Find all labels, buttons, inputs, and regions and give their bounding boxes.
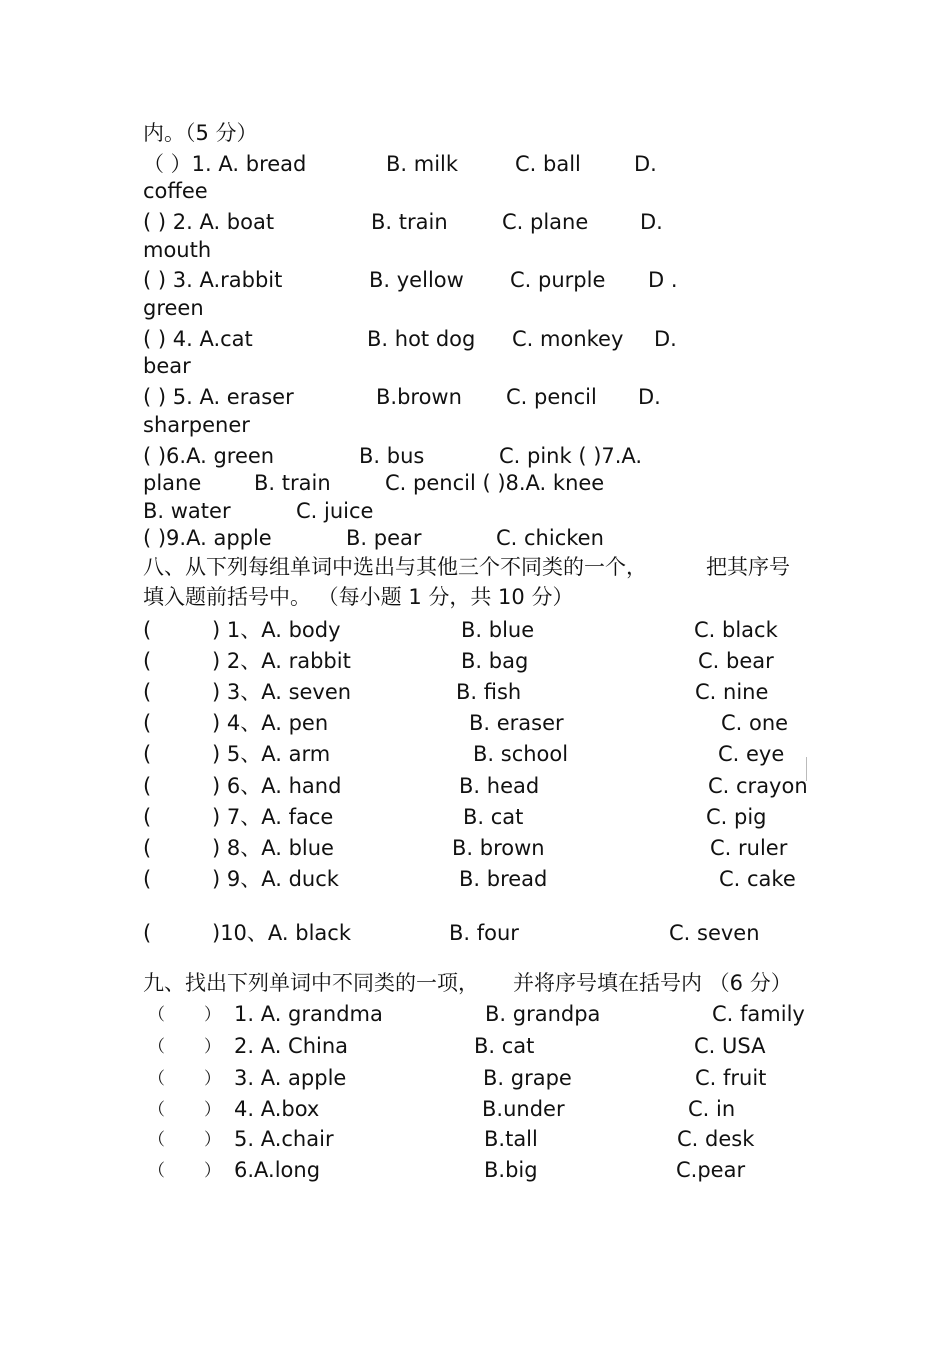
q8-2-b: B. bag [461, 649, 529, 673]
q8-5-b: B. school [473, 742, 569, 766]
q7-run4-c: C. chicken [496, 526, 604, 550]
q7-5-c: C. pencil [506, 385, 597, 409]
q9-3-c: C. fruit [695, 1066, 767, 1090]
q8-8-b: B. brown [452, 836, 545, 860]
q8-6-b: B. head [459, 774, 540, 798]
q8-10-c: C. seven [669, 921, 760, 945]
q9-6-rparen: ） [204, 1161, 221, 1181]
q9-3-rparen: ） [204, 1069, 221, 1089]
q8-10-b: B. four [449, 921, 519, 945]
q7-4-c: C. monkey [512, 327, 624, 351]
q7-1-d: D. [634, 152, 657, 176]
section8-title-part1: 八、从下列每组单词中选出与其他三个不同类的一个， [143, 555, 647, 579]
q9-5-a: 5. A.chair [234, 1127, 334, 1151]
q8-1-a: ) 1、A. body [212, 618, 341, 642]
q9-6-b: B.big [484, 1158, 538, 1182]
q7-2-c: C. plane [502, 210, 589, 234]
q7-run1-a: ( )6.A. green [143, 444, 275, 468]
q7-3-d: D . [648, 268, 678, 292]
q7-2-cont: mouth [143, 238, 212, 262]
q9-1-b: B. grandpa [485, 1002, 601, 1026]
q9-3-a: 3. A. apple [234, 1066, 347, 1090]
q8-1-b: B. blue [461, 618, 535, 642]
q8-5-a: ) 5、A. arm [212, 742, 331, 766]
q9-1-a: 1. A. grandma [234, 1002, 383, 1026]
q7-1-c: C. ball [515, 152, 581, 176]
q9-2-lparen: （ [148, 1037, 165, 1057]
q8-7-b: B. cat [463, 805, 524, 829]
q8-4-a: ) 4、A. pen [212, 711, 329, 735]
section9-title-part2: 并将序号填在括号内 （6 分） [513, 971, 792, 995]
q8-9-a: ) 9、A. duck [212, 867, 339, 891]
section8-title-part3: 填入题前括号中。 （每小题 1 分，共 10 分） [143, 585, 574, 609]
q8-3-c: C. nine [695, 680, 769, 704]
q7-5-d: D. [638, 385, 661, 409]
q7-4-a: ( ) 4. A.cat [143, 327, 253, 351]
q7-1-b: B. milk [386, 152, 459, 176]
q7-run4-b: B. pear [346, 526, 422, 550]
q8-1-c: C. black [694, 618, 778, 642]
q8-2-c: C. bear [698, 649, 774, 673]
section-intro-tail: 内。（5 分） [143, 121, 258, 145]
q7-run2-c: C. pencil ( )8.A. knee [385, 471, 605, 495]
q9-2-a: 2. A. China [234, 1034, 349, 1058]
q9-6-c: C.pear [676, 1158, 746, 1182]
q8-6-c: C. crayon [708, 774, 808, 798]
q7-3-b: B. yellow [369, 268, 464, 292]
q8-9-b: B. bread [459, 867, 548, 891]
q8-6-paren: ( [143, 774, 152, 798]
q8-8-c: C. ruler [710, 836, 788, 860]
q8-8-paren: ( [143, 836, 152, 860]
q7-5-cont: sharpener [143, 413, 250, 437]
q8-2-paren: ( [143, 649, 152, 673]
q9-6-lparen: （ [148, 1161, 165, 1181]
q9-3-lparen: （ [148, 1069, 165, 1089]
q7-run1-b: B. bus [359, 444, 425, 468]
q7-run4-a: ( )9.A. apple [143, 526, 272, 550]
q8-7-c: C. pig [706, 805, 767, 829]
q8-6-a: ) 6、A. hand [212, 774, 342, 798]
q9-2-rparen: ） [204, 1037, 221, 1057]
q8-3-a: ) 3、A. seven [212, 680, 352, 704]
q9-3-b: B. grape [483, 1066, 572, 1090]
q7-5-a: ( ) 5. A. eraser [143, 385, 294, 409]
section9-title-part1: 九、找出下列单词中不同类的一项， [143, 971, 479, 995]
q8-8-a: ) 8、A. blue [212, 836, 334, 860]
q9-2-c: C. USA [694, 1034, 766, 1058]
q7-4-d: D. [654, 327, 677, 351]
q8-4-paren: ( [143, 711, 152, 735]
q7-4-b: B. hot dog [367, 327, 476, 351]
q8-4-c: C. one [721, 711, 789, 735]
q7-3-a: ( ) 3. A.rabbit [143, 268, 283, 292]
q8-7-paren: ( [143, 805, 152, 829]
q7-3-cont: green [143, 296, 204, 320]
q9-5-c: C. desk [677, 1127, 755, 1151]
q8-10-a: )10、A. black [212, 921, 352, 945]
q9-4-b: B.under [482, 1097, 565, 1121]
q9-5-lparen: （ [148, 1130, 165, 1150]
q9-2-b: B. cat [474, 1034, 535, 1058]
q9-1-lparen: （ [148, 1005, 165, 1025]
q7-4-cont: bear [143, 354, 191, 378]
q8-4-b: B. eraser [469, 711, 564, 735]
q7-run3-b: C. juice [296, 499, 374, 523]
q7-1-a: （ ）1. A. bread [143, 152, 307, 176]
q7-2-b: B. train [371, 210, 448, 234]
q7-run1-c: C. pink ( )7.A. [499, 444, 643, 468]
q9-1-c: C. family [712, 1002, 805, 1026]
q8-3-b: B. fish [456, 680, 522, 704]
q8-5-paren: ( [143, 742, 152, 766]
q8-1-paren: ( [143, 618, 152, 642]
q7-run2-b: B. train [254, 471, 331, 495]
q8-5-c: C. eye [718, 742, 785, 766]
q8-9-c: C. cake [719, 867, 796, 891]
q7-3-c: C. purple [510, 268, 606, 292]
q8-3-paren: ( [143, 680, 152, 704]
q9-4-lparen: （ [148, 1100, 165, 1120]
q9-4-c: C. in [688, 1097, 736, 1121]
q7-2-d: D. [640, 210, 663, 234]
q9-6-a: 6.A.long [234, 1158, 321, 1182]
q9-4-rparen: ） [204, 1100, 221, 1120]
q7-1-cont: coffee [143, 179, 208, 203]
q8-10-paren: ( [143, 921, 152, 945]
q7-2-a: ( ) 2. A. boat [143, 210, 275, 234]
q7-run2-a: plane [143, 471, 202, 495]
q9-5-rparen: ） [204, 1130, 221, 1150]
q9-4-a: 4. A.box [234, 1097, 320, 1121]
q9-1-rparen: ） [204, 1005, 221, 1025]
q8-9-paren: ( [143, 867, 152, 891]
q9-5-b: B.tall [484, 1127, 538, 1151]
q7-5-b: B.brown [376, 385, 462, 409]
q8-7-a: ) 7、A. face [212, 805, 334, 829]
q7-run3-a: B. water [143, 499, 231, 523]
q8-2-a: ) 2、A. rabbit [212, 649, 351, 673]
section8-title-part2: 把其序号 [706, 555, 790, 579]
